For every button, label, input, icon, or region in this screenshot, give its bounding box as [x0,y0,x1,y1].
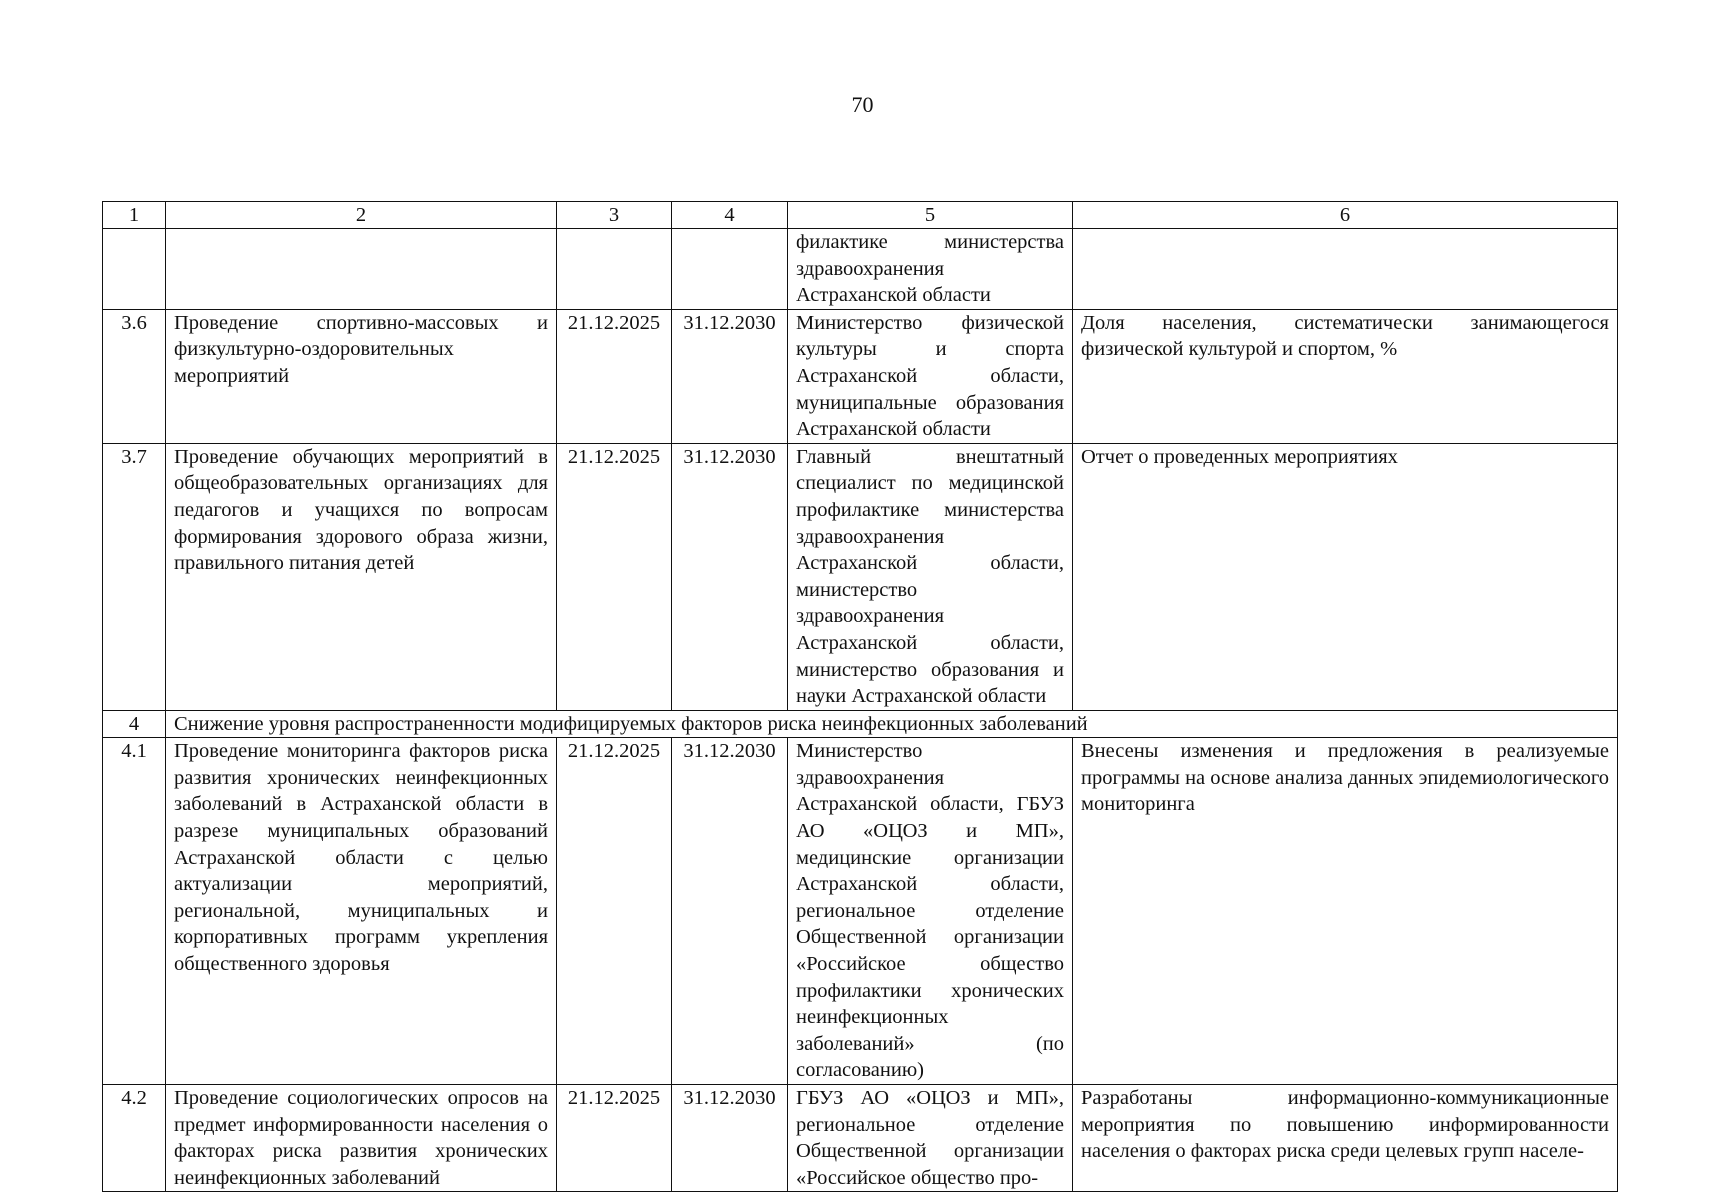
cell-num [103,229,166,310]
cell-responsible: Министерство физической культуры и спорта Астраханской области, муниципальные образования Астраханской области [788,309,1073,443]
table-row-continuation [103,229,1618,310]
cell-start-date: 21.12.2025 [557,309,672,443]
cell-num: 4.2 [103,1085,166,1192]
cell-end-date: 31.12.2030 [672,1085,788,1192]
activities-table [102,201,1618,1192]
page-number: 70 [851,92,874,117]
cell-result: Доля населения, систематически занимающегося физической культурой и спортом, % [1073,309,1618,443]
header-cell-5: 5 [788,202,1073,229]
header-cell-2: 2 [166,202,557,229]
cell-num: 3.7 [103,443,166,710]
cell-activity: Проведение обучающих мероприятий в общеобразовательных организациях для педагогов и учащихся по вопросам формирования здорового образа жизни, правильного питания детей [166,443,557,710]
cell-start-date: 21.12.2025 [557,443,672,710]
cell-responsible: ГБУЗ АО «ОЦОЗ и МП», региональное отделение Общественной организации «Российское общество про- [788,1085,1073,1192]
cell-activity: Проведение спортивно-массовых и физкультурно-оздоровительных мероприятий [166,309,557,443]
cell-num: 3.6 [103,309,166,443]
cell-num: 4.1 [103,738,166,1085]
header-cell-4: 4 [672,202,788,229]
header-cell-3: 3 [557,202,672,229]
cell-start-date: 21.12.2025 [557,1085,672,1192]
header-cell-6: 6 [1073,202,1618,229]
section-row-4 [103,710,1618,738]
section-num: 4 [103,710,166,738]
cell-start [557,229,672,310]
header-cell-1: 1 [103,202,166,229]
cell-activity [166,229,557,310]
cell-result [1073,229,1618,310]
cell-result: Внесены изменения и предложения в реализуемые программы на основе анализа данных эпидемиологического мониторинга [1073,738,1618,1085]
cell-responsible: филактике министерства здравоохранения Астраханской области [788,229,1073,310]
table-row-3-7 [103,443,1618,710]
cell-end-date: 31.12.2030 [672,738,788,1085]
table-row-3-6 [103,309,1618,443]
cell-result: Отчет о проведенных мероприятиях [1073,443,1618,710]
table-header-row [103,202,1618,229]
section-title: Снижение уровня распространенности модифицируемых факторов риска неинфекционных заболеваний [166,710,1618,738]
cell-end [672,229,788,310]
cell-responsible: Главный внештатный специалист по медицинской профилактике министерства здравоохранения Астраханской области, министерство здравоохранения Астраханской области, министерство образования и науки Астраханской области [788,443,1073,710]
cell-responsible: Министерство здравоохранения Астраханской области, ГБУЗ АО «ОЦОЗ и МП», медицинские организации Астраханской области, региональное отделение Общественной организации «Российское общество профилактики хронических неинфекционных заболеваний» (по согласованию) [788,738,1073,1085]
cell-end-date: 31.12.2030 [672,443,788,710]
cell-result: Разработаны информационно-коммуникационные мероприятия по повышению информированности населения о факторах риска среди целевых групп населе- [1073,1085,1618,1192]
cell-activity: Проведение мониторинга факторов риска развития хронических неинфекционных заболеваний в Астраханской области в разрезе муниципальных образований Астраханской области с целью актуализации мероприятий, региональной, муниципальных и корпоративных программ укрепления общественного здоровья [166,738,557,1085]
cell-end-date: 31.12.2030 [672,309,788,443]
table-row-4-1 [103,738,1618,1085]
cell-activity: Проведение социологических опросов на предмет информированности населения о факторах риска развития хронических неинфекционных заболеваний [166,1085,557,1192]
cell-start-date: 21.12.2025 [557,738,672,1085]
table-row-4-2 [103,1085,1618,1192]
